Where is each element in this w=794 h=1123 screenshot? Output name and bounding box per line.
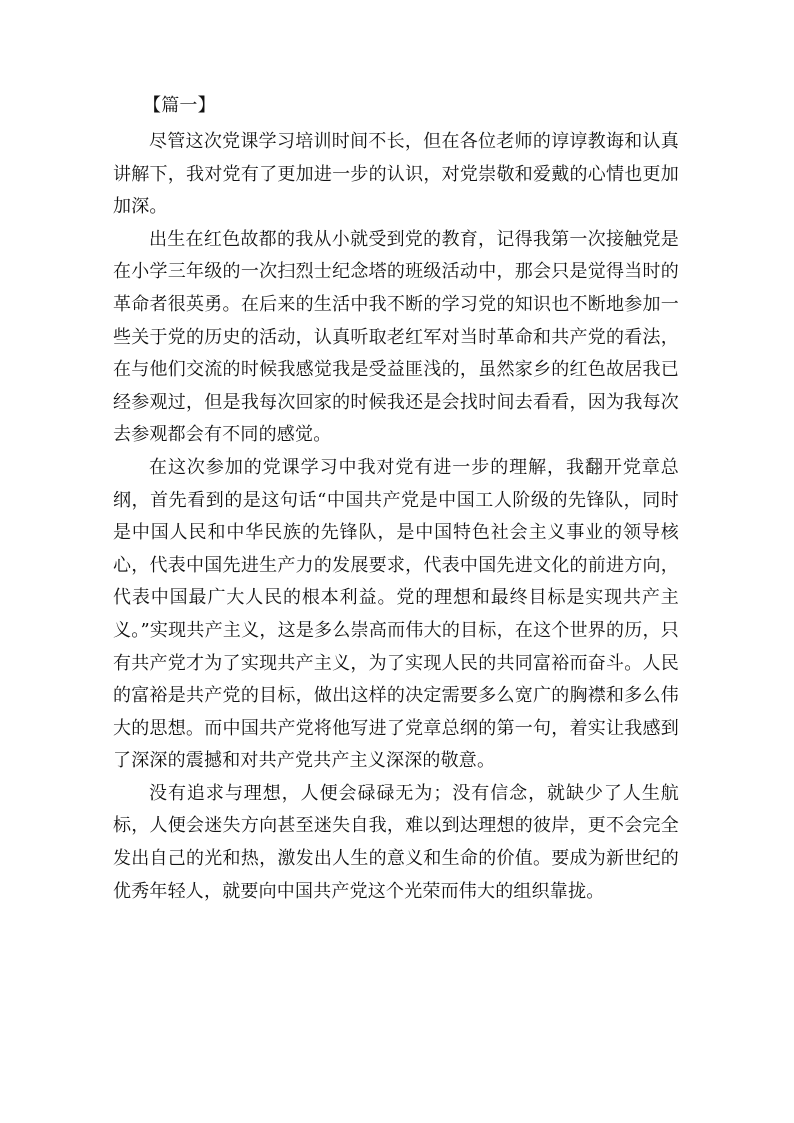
paragraph-3: 在这次参加的党课学习中我对党有进一步的理解，我翻开党章总纲，首先看到的是这句话“中国共产党是中国工人阶级的先锋队，同时是中国人民和中华民族的先锋队，是中国特色社会主义事业的领导核心，代表中国先进生产力的发展要求，代表中国先进文化的前进方向，代表中国最广大人民的根本利益。党的理想和最终目标是实现共产主义。”实现共产主义，这是多么崇高而伟大的目标，在这个世界的历，只有共产党才为了实现共产主义，为了实现人民的共同富裕而奋斗。人民的富裕是共产党的目标，做出这样的决定需要多么宽广的胸襟和多么伟大的思想。而中国共产党将他写进了党章总纲的第一句，着实让我感到了深深的震撼和对共产党共产主义深深的敬意。 bbox=[113, 456, 679, 772]
document-page bbox=[113, 86, 679, 908]
section-heading: 【篇一】 bbox=[143, 95, 216, 116]
paragraph-4: 没有追求与理想，人便会碌碌无为；没有信念，就缺少了人生航标，人便会迷失方向甚至迷失自我，难以到达理想的彼岸，更不会完全发出自己的光和热，激发出人生的意义和生命的价值。要成为新世纪的优秀年轻人，就要向中国共产党这个光荣而伟大的组织靠拢。 bbox=[113, 782, 679, 902]
paragraph-1: 尽管这次党课学习培训时间不长，但在各位老师的谆谆教诲和认真讲解下，我对党有了更加进一步的认识，对党崇敬和爱戴的心情也更加加深。 bbox=[113, 131, 679, 218]
paragraph-2: 出生在红色故都的我从小就受到党的教育，记得我第一次接触党是在小学三年级的一次扫烈士纪念塔的班级活动中，那会只是觉得当时的革命者很英勇。在后来的生活中我不断的学习党的知识也不断地参加一些关于党的历史的活动，认真听取老红军对当时革命和共产党的看法，在与他们交流的时候我感觉我是受益匪浅的，虽然家乡的红色故居我已经参观过，但是我每次回家的时候我还是会找时间去看看，因为我每次去参观都会有不同的感觉。 bbox=[113, 228, 679, 446]
